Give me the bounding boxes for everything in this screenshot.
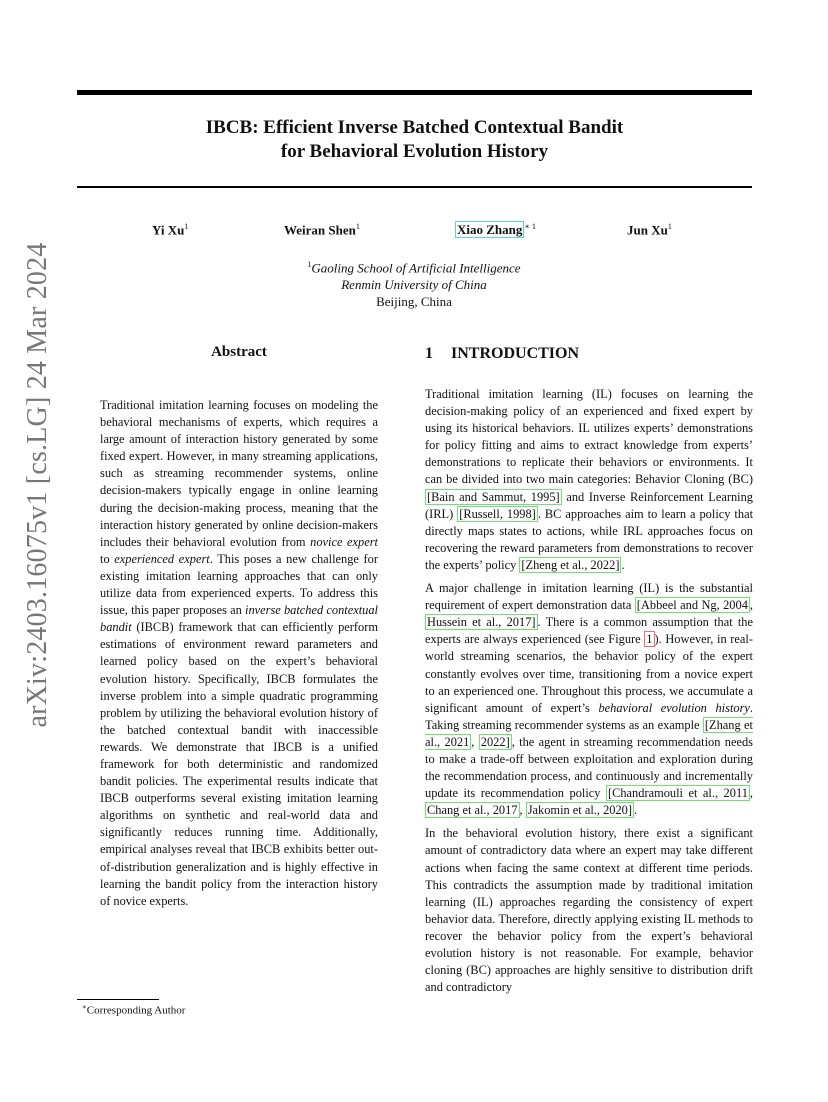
affiliation-university: Renmin University of China bbox=[341, 277, 487, 293]
section-heading-introduction: 1 INTRODUCTION bbox=[425, 345, 580, 362]
author-yi-xu: Yi Xu$^1$ bbox=[152, 222, 189, 238]
abstract-heading: Abstract bbox=[211, 344, 267, 360]
citation-link[interactable]: [Zhang et al., 2021 bbox=[425, 717, 753, 749]
paper-title bbox=[77, 116, 752, 164]
title-top-rule bbox=[77, 90, 752, 95]
footnote: ∗Corresponding Author bbox=[82, 1003, 186, 1017]
citation-link[interactable]: Hussein et al., 2017] bbox=[427, 615, 536, 630]
citation-link[interactable]: Jakomin et al., 2020] bbox=[527, 803, 632, 818]
title-line-2: for Behavioral Evolution History bbox=[280, 141, 549, 162]
intro-paragraph-3: In the behavioral evolution history, there exist a significant amount of contradictory data where an expert may take different actions when facing the same context at different time periods. This contradicts the assumption made by traditional imitation learning (IL) approaches regarding the consistency of expert behavior data. Therefore, directly applying existing IL methods to recover the behavior policy from the expert’s behavioral evolution history is not reasonable. For example, behavior cloning (BC) approaches are highly sensitive to distribution drift and contradictory bbox=[425, 826, 753, 995]
citation-link[interactable]: Chang et al., 2017 bbox=[427, 803, 518, 818]
intro-paragraph-2: A major challenge in imitation learning (IL) is the substantial requirement of expert demonstration data [Abbeel and Ng, 2004 , Hussein et al., 2017] . There is a common assumption that the experts are always experienced (see Figure 1 ). However, in real-world streaming scenarios, the behavior policy of the expert constantly evolves over time, transitioning from a novice expert to an experienced one. Throughout this process, we accumulate a significant amount of expert’s behavioral evolution history. Taking streaming recommender systems as an example [Zhang et al., 2021 , 2022] , the agent in streaming recommendation needs to make a trade-off between exploitation and exploration during the recommendation process, and continuously and incrementally update its recommendation policy [Chandramouli et al., 2011 , Chang et al., 2017 , Jakomin et al., 2020] . bbox=[425, 581, 754, 818]
author-xiao-zhang[interactable]: Xiao Zhang $^{∗ 1}$ bbox=[457, 222, 536, 238]
introduction-body bbox=[425, 386, 753, 1002]
figure-ref-link[interactable]: 1 bbox=[646, 632, 653, 647]
title-bottom-rule bbox=[77, 186, 752, 188]
arxiv-identifier: arXiv:2403.16075v1 [cs.LG] 24 Mar 2024 bbox=[22, 242, 53, 728]
author-jun-xu: Jun Xu$^1$ bbox=[627, 222, 672, 238]
citation-link[interactable]: [Chandramouli et al., 2011 bbox=[607, 786, 748, 801]
affiliation-school: Gaoling School of Artificial Intelligence bbox=[311, 260, 521, 276]
title-line-1: IBCB: Efficient Inverse Batched Contextual Bandit bbox=[205, 117, 624, 138]
affiliation: $^1$Gaoling School of Artificial Intelligence Renmin University of China Beijing, China bbox=[200, 256, 628, 310]
intro-paragraph-1: Traditional imitation learning (IL) focuses on learning the decision-making policy of an experienced and fixed expert by using its historical behaviors. IL utilizes experts’ demonstrations for policy fitting and aims to extract knowledge from experts’ demonstrations to replicate their behaviors or environments. It can be divided into two main categories: Behavior Cloning (BC) [Bain and Sammut, 1995] and Inverse Reinforcement Learning (IRL) [Russell, 1998] . BC approaches aim to learn a policy that directly maps states to actions, while IRL approaches focus on recovering the reward parameters from demonstrations to recover the experts’ policy [Zheng et al., 2022] . bbox=[425, 387, 754, 572]
citation-link[interactable]: [Russell, 1998] bbox=[459, 506, 536, 521]
citation-link[interactable]: [Zheng et al., 2022] bbox=[521, 557, 620, 572]
citation-link[interactable]: 2022] bbox=[480, 734, 510, 749]
author-link-xiao-zhang[interactable]: Xiao Zhang bbox=[457, 222, 523, 238]
abstract-body: Traditional imitation learning focuses on modeling the behavioral mechanisms of experts, which requires a large amount of interaction history generated by some fixed expert. However, in many streaming applications, such as streaming recommender systems, online decision-makers typically engage in online learning during the decision-making process, meaning that the interaction history generated by online decision-makers includes their behavioral evolution from novice expert to experienced expert. This poses a new challenge for existing imitation learning approaches that can only utilize data from experienced experts. To address this issue, this paper proposes an inverse batched contextual bandit (IBCB) framework that can efficiently perform estimations of environment reward parameters and learned policy based on the expert’s behavioral evolution history. Specifically, IBCB formulates the inverse problem into a simple quadratic programming problem by utilizing the behavioral evolution history of the batched contextual bandit with inaccessible rewards. We demonstrate that IBCB is a unified framework for both deterministic and randomized bandit policies. The experimental results indicate that IBCB outperforms several existing imitation learning algorithms on synthetic and real-world data and significantly reduces running time. Additionally, empirical analyses reveal that IBCB exhibits better out-of-distribution generalization and is highly effective in learning the bandit policy from the interaction history of novice experts. bbox=[100, 398, 379, 908]
affiliation-location: Beijing, China bbox=[376, 294, 452, 310]
citation-link[interactable]: [Abbeel and Ng, 2004 bbox=[636, 598, 748, 613]
footnote-rule bbox=[77, 999, 159, 1000]
citation-link[interactable]: [Bain and Sammut, 1995] bbox=[427, 489, 560, 504]
author-weiran-shen: Weiran Shen$^1$ bbox=[284, 222, 360, 238]
